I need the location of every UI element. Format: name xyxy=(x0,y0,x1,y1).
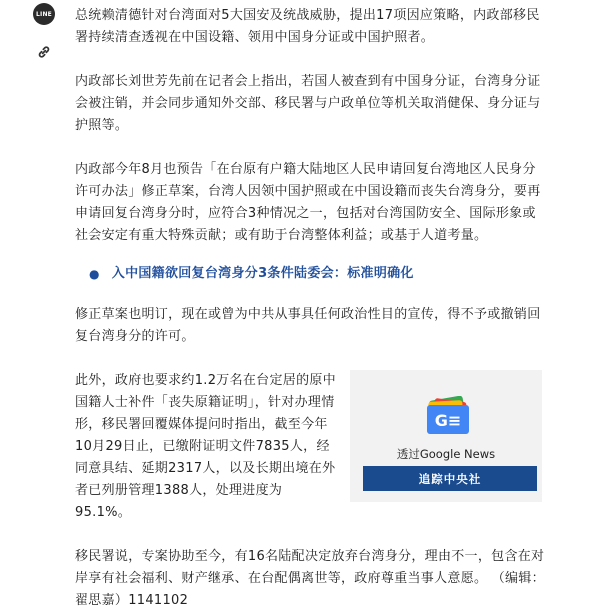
follow-cna-button[interactable]: 追踪中央社 xyxy=(363,466,537,491)
bullet-icon: ● xyxy=(89,267,100,281)
related-article-link[interactable]: 入中国籍欲回复台湾身分3条件陆委会：标准明确化 xyxy=(111,266,414,281)
paragraph-3: 内政部今年8月也预告「在台原有户籍大陆地区人民申请回复台湾地区人民身分许可办法」修正草案，台湾人因领中国护照或在中国设籍而丧失台湾身分，要再申请回复台湾身分时，应符合3种情况之一，包括对台湾国防安全、国际形象或社会安定有重大特殊贡献；或有助于台湾整体利益；或基于人道考量。 xyxy=(75,162,541,243)
related-article xyxy=(89,263,545,285)
google-news-icon xyxy=(425,396,471,436)
article-body xyxy=(75,0,545,612)
google-news-card xyxy=(350,370,542,502)
line-share-button[interactable] xyxy=(33,3,55,25)
copy-link-button[interactable] xyxy=(33,41,55,63)
paragraph-with-card xyxy=(75,370,545,524)
paragraph-1: 总统赖清德针对台湾面对5大国安及统战威胁，提出17项因应策略，内政部移民署持续清查透视在中国设籍、领用中国身分证或中国护照者。 xyxy=(75,8,540,45)
paragraph-4: 修正草案也明订，现在或曾为中共从事具任何政治性目的宣传，得不予或撤销回复台湾身分的许可。 xyxy=(75,307,541,344)
google-news-via-text: 透过Google News xyxy=(396,447,496,461)
share-rail xyxy=(33,0,55,79)
paragraph-5: 此外，政府也要求约1.2万名在台定居的原中国籍人士补件「丧失原籍证明」，针对办理情形，移民署回覆媒体提问时指出，截至今年10月29日止，已缴附证明文件7835人，经同意具结、延期2317人，以及长期出境在外者已列册管理1388人，处理进度为95.1%。 xyxy=(75,373,336,520)
google-news-icon-letters: G≡ xyxy=(434,411,462,430)
link-icon xyxy=(36,44,52,60)
paragraph-2: 内政部长刘世芳先前在记者会上指出，若国人被查到有中国身分证，台湾身分证会被注销，并会同步通知外交部、移民署与户政单位等机关取消健保、身分证与护照等。 xyxy=(75,74,541,133)
line-icon: LINE xyxy=(36,10,52,18)
paragraph-6: 移民署说，专案协助至今，有16名陆配决定放弃台湾身分，理由不一，包含在对岸享有社会福利、财产继承、在台配偶离世等，政府尊重当事人意愿。 （编辑：翟思嘉）1141102 xyxy=(75,549,545,608)
